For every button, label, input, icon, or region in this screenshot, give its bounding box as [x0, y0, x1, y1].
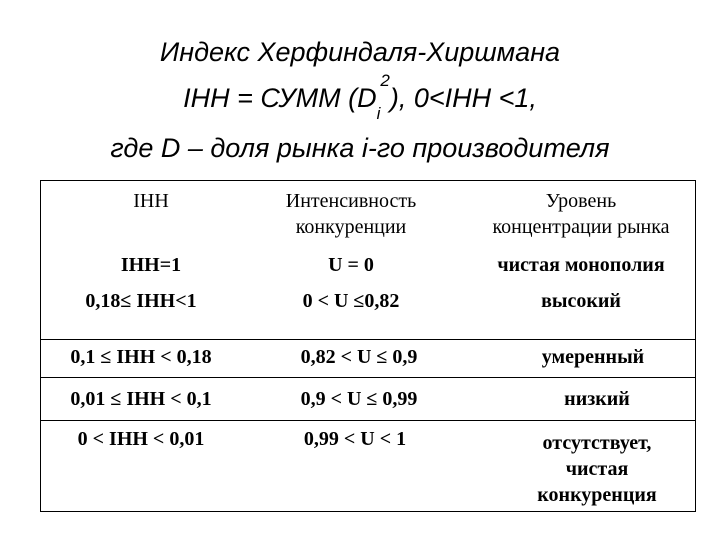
- row3-u: 0,82 < U ≤ 0,9: [300, 346, 418, 368]
- row5-ihh: 0 < IHH < 0,01: [77, 428, 205, 450]
- row-divider: [41, 339, 695, 340]
- row3-ihh: 0,1 ≤ IHH < 0,18: [70, 346, 212, 368]
- row1-level: чистая монополия: [497, 254, 665, 276]
- title-line-3: где D – доля рынка i-го производителя: [110, 133, 610, 164]
- formula-end: ), 0<IHH <1,: [389, 83, 537, 113]
- title-line-1: Индекс Херфиндаля-Хиршмана: [159, 37, 561, 67]
- formula-superscript: 2: [380, 71, 390, 90]
- row-divider: [41, 420, 695, 421]
- header-intensity-line1: Интенсивность: [285, 190, 417, 212]
- row5-u: 0,99 < U < 1: [303, 428, 407, 450]
- formula-start: IHH = СУММ (D: [183, 83, 377, 113]
- row5-level-line3: конкуренция: [537, 484, 657, 506]
- header-intensity-line2: конкуренции: [295, 216, 407, 238]
- row5-level-line2: чистая: [565, 458, 629, 480]
- row1-u: U = 0: [328, 254, 374, 276]
- ihh-table: [40, 180, 696, 512]
- header-ihh: IHH: [133, 190, 169, 212]
- row5-level-line1: отсутствует,: [542, 432, 652, 454]
- row-divider: [41, 377, 695, 378]
- title-line-2: [0, 72, 720, 128]
- slide-title: [0, 32, 720, 168]
- header-level-line1: Уровень: [545, 190, 617, 212]
- row4-level: низкий: [564, 388, 630, 410]
- row2-ihh: 0,18≤ IHH<1: [85, 290, 197, 312]
- row2-u: 0 < U ≤0,82: [302, 290, 400, 312]
- row2-level: высокий: [541, 290, 621, 312]
- row3-level: умеренный: [541, 346, 645, 368]
- row4-ihh: 0,01 ≤ IHH < 0,1: [70, 388, 212, 410]
- formula-subscript: i: [376, 104, 381, 124]
- row4-u: 0,9 < U ≤ 0,99: [300, 388, 418, 410]
- row1-ihh: IHH=1: [120, 254, 182, 276]
- header-level-line2: концентрации рынка: [492, 216, 670, 238]
